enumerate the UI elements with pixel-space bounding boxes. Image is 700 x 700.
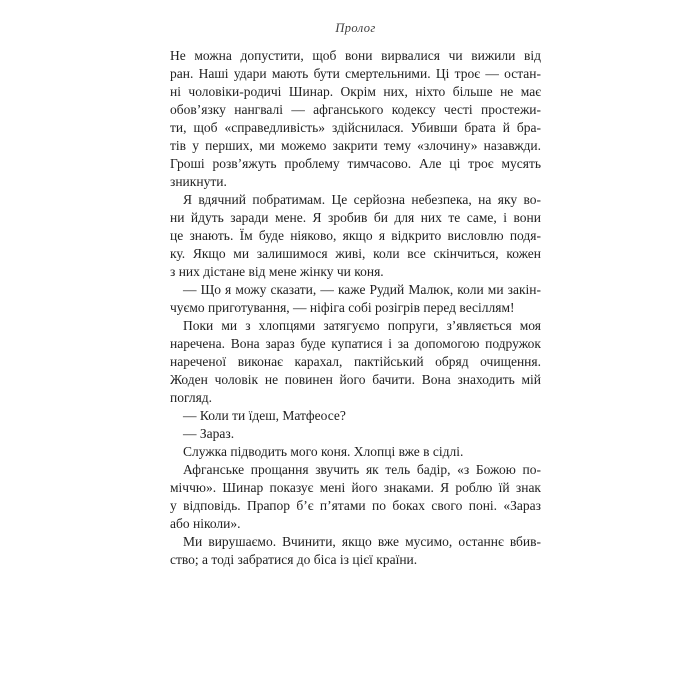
text-line: ство; а тоді забратися до біса із цієї країни. [170,552,418,567]
text-line: обов’язку нангвалі — афганського кодексу честі простежи- [170,102,541,117]
paragraph [170,533,541,569]
paragraph [170,461,541,533]
text-line: погляд. [170,390,213,405]
paragraph [170,407,541,425]
text-line: Поки ми з хлопцями затягуємо попруги, з’являється моя [183,318,541,333]
text-line: ни йдуть заради мене. Я зробив би для них те саме, і вони [170,210,541,225]
text-line: Я вдячний побратимам. Це серйозна небезпека, на яку во- [183,192,541,207]
text-line: — Коли ти їдеш, Матфеосе? [183,408,346,423]
text-line: чуємо приготування, — ніфіга собі розігрів перед весіллям! [170,300,515,315]
text-line: Гроші розв’яжуть проблему тимчасово. Але ці троє мусять [170,156,541,171]
paragraph [170,317,541,407]
text-line: ні чоловіки-родичі Шинар. Окрім них, ніхто більше не має [170,84,541,99]
running-header: Пролог [335,21,376,35]
text-line: це знають. Їм буде ніяково, якщо я відкрито висловлю подя- [170,228,541,243]
paragraph [170,47,541,191]
paragraph [170,281,541,317]
text-line: нареченої виконає карахал, пактійський обряд очищення. [170,354,541,369]
prologue-text [170,47,541,569]
paragraph [170,425,541,443]
text-line: Жоден чоловік не повинен його бачити. Вона знаходить мій [170,372,541,387]
text-line: ти, щоб «справедливість» здійснилася. Убивши брата й бра- [170,120,541,135]
text-line: зникнути. [170,174,227,189]
text-line: тів у перших, ми можемо закрити тему «злочину» назавжди. [170,138,541,153]
text-line: — Що я можу сказати, — каже Рудий Малюк, коли ми закін- [183,282,541,297]
paragraph [170,443,541,461]
paragraph [170,191,541,281]
text-line: наречена. Вона зараз буде купатися і за допомогою подружок [170,336,541,351]
text-line: або ніколи». [170,516,241,531]
text-line: ку. Якщо ми залишимося живі, коли все скінчиться, кожен [170,246,541,261]
text-line: з них дістане від мене жінку чи коня. [170,264,384,279]
text-line: Ми вирушаємо. Вчинити, якщо вже мусимо, останнє вбив- [183,534,541,549]
text-line: — Зараз. [183,426,235,441]
text-line: Не можна допустити, щоб вони вирвалися чи вижили від [170,48,541,63]
text-line: у відповідь. Прапор б’є п’ятами по боках свого поні. «Зараз [170,498,541,513]
text-line: міччю». Шинар показує мені його знаками. Я роблю їй знак [170,480,541,495]
text-line: ран. Наші удари мають бути смертельними. Ці троє — остан- [170,66,541,81]
text-line: Служка підводить мого коня. Хлопці вже в сідлі. [183,444,464,459]
text-line: Афганське прощання звучить як тель бадір, «з Божою по- [183,462,541,477]
